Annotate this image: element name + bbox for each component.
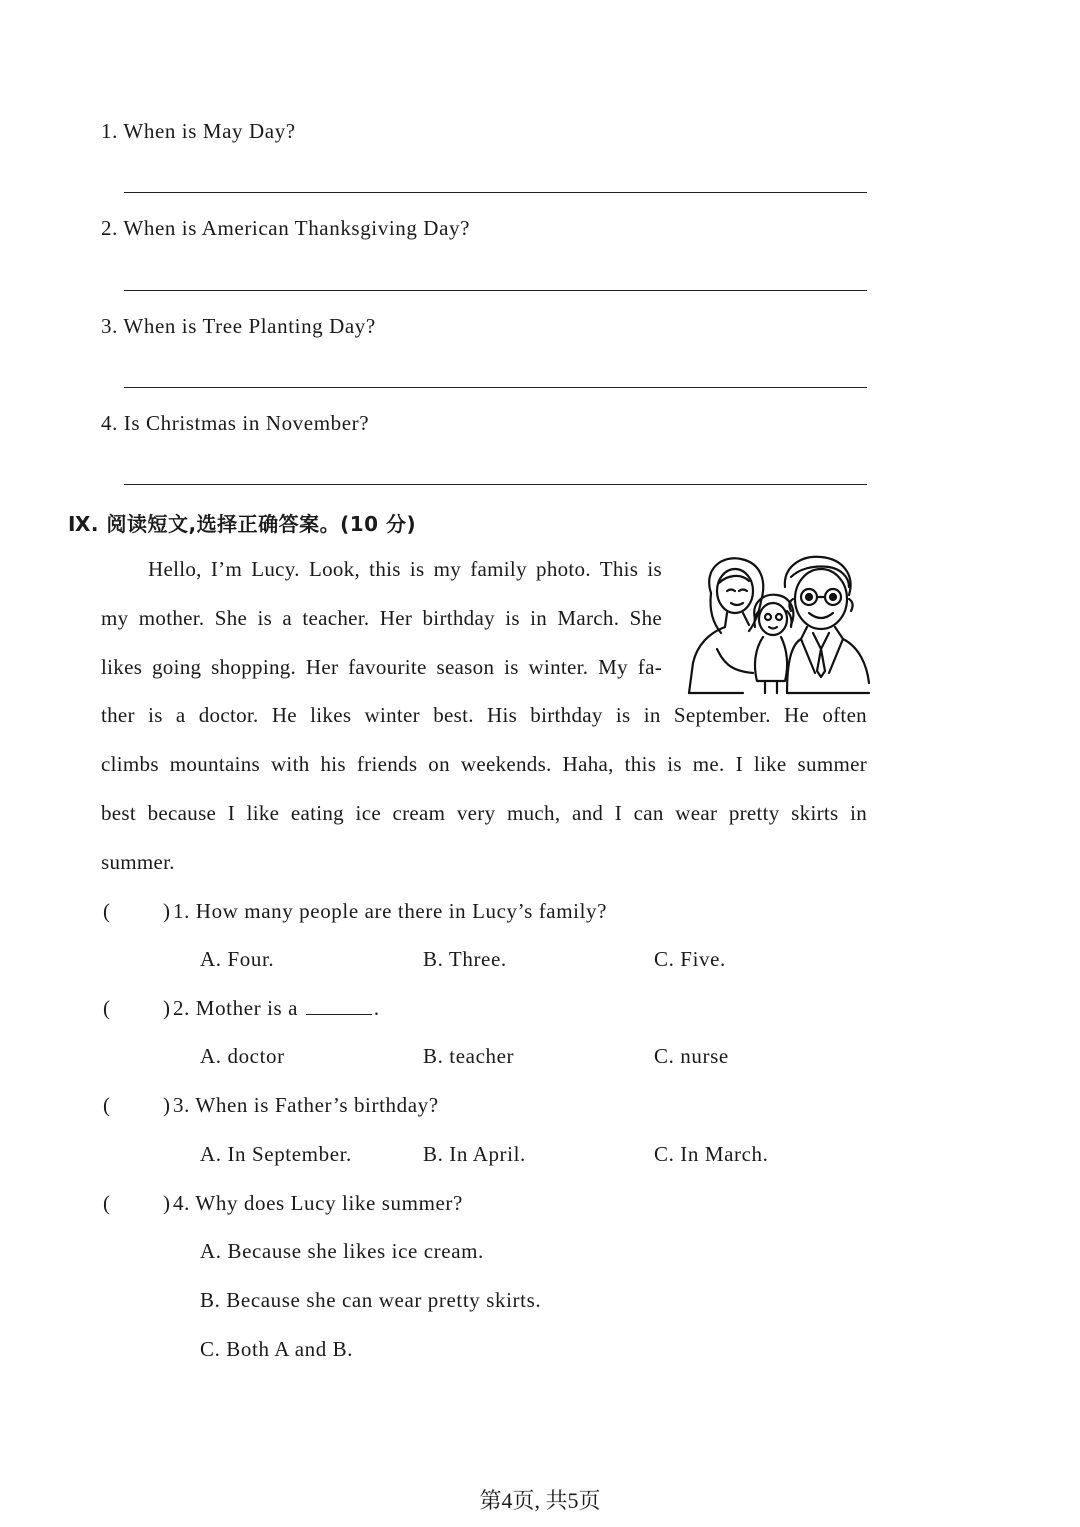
passage-line-1: Hello, I’m Lucy. Look, this is my family photo. This is [148,557,662,581]
answer-blank-3[interactable] [118,1092,162,1118]
mc-question-2-post: . [373,996,380,1020]
section-9-title: Ⅸ. 阅读短文,选择正确答案。(10 分) [68,512,417,536]
mc-3-option-c: C. In March. [654,1142,769,1166]
question-4: 4. Is Christmas in November? [101,411,370,435]
passage-line-3: likes going shopping. Her favourite season is winter. My fa- [101,655,662,679]
mc-2-option-a: A. doctor [200,1044,285,1068]
passage-line-4: ther is a doctor. He likes winter best. His birthday is in September. He often [101,703,867,727]
mc-3-option-a: A. In September. [200,1142,352,1166]
mc-question-4: 4. Why does Lucy like summer? [173,1191,463,1215]
mc-1-option-a: A. Four. [200,947,275,971]
answer-paren-open-2: ( [103,996,110,1020]
mc-2-option-b: B. teacher [423,1044,515,1068]
mc-question-3: 3. When is Father’s birthday? [173,1093,439,1117]
answer-paren-open-3: ( [103,1093,110,1117]
answer-line-4[interactable] [124,484,867,485]
answer-paren-close-2: ) [163,996,170,1020]
passage-line-6: best because I like eating ice cream very much, and I can wear pretty skirts in [101,801,867,825]
mc-2-option-c: C. nurse [654,1044,729,1068]
mc-3-option-b: B. In April. [423,1142,526,1166]
passage-line-5: climbs mountains with his friends on weekends. Haha, this is me. I like summer [101,752,867,776]
family-photo-icon [683,553,871,698]
answer-paren-open-4: ( [103,1191,110,1215]
mc-1-option-c: C. Five. [654,947,726,971]
mc-4-option-b: B. Because she can wear pretty skirts. [200,1288,542,1312]
answer-line-1[interactable] [124,192,867,193]
passage-line-2: my mother. She is a teacher. Her birthday is in March. She [101,606,662,630]
answer-line-2[interactable] [124,290,867,291]
answer-paren-close-1: ) [163,899,170,923]
answer-line-3[interactable] [124,387,867,388]
answer-paren-close-3: ) [163,1093,170,1117]
mc-question-2 [173,996,380,1021]
answer-paren-open-1: ( [103,899,110,923]
answer-paren-close-4: ) [163,1191,170,1215]
question-3: 3. When is Tree Planting Day? [101,314,376,338]
answer-blank-4[interactable] [118,1190,162,1216]
question-2: 2. When is American Thanksgiving Day? [101,216,471,240]
fill-blank[interactable] [306,998,372,1015]
page-number: 第4页, 共5页 [479,1488,601,1513]
answer-blank-1[interactable] [118,898,162,924]
mc-4-option-a: A. Because she likes ice cream. [200,1239,484,1263]
answer-blank-2[interactable] [118,995,162,1021]
question-1: 1. When is May Day? [101,119,296,143]
mc-question-1: 1. How many people are there in Lucy’s family? [173,899,608,923]
passage-line-7: summer. [101,850,175,874]
mc-4-option-c: C. Both A and B. [200,1337,354,1361]
mc-question-2-pre: 2. Mother is a [173,996,299,1020]
mc-1-option-b: B. Three. [423,947,507,971]
